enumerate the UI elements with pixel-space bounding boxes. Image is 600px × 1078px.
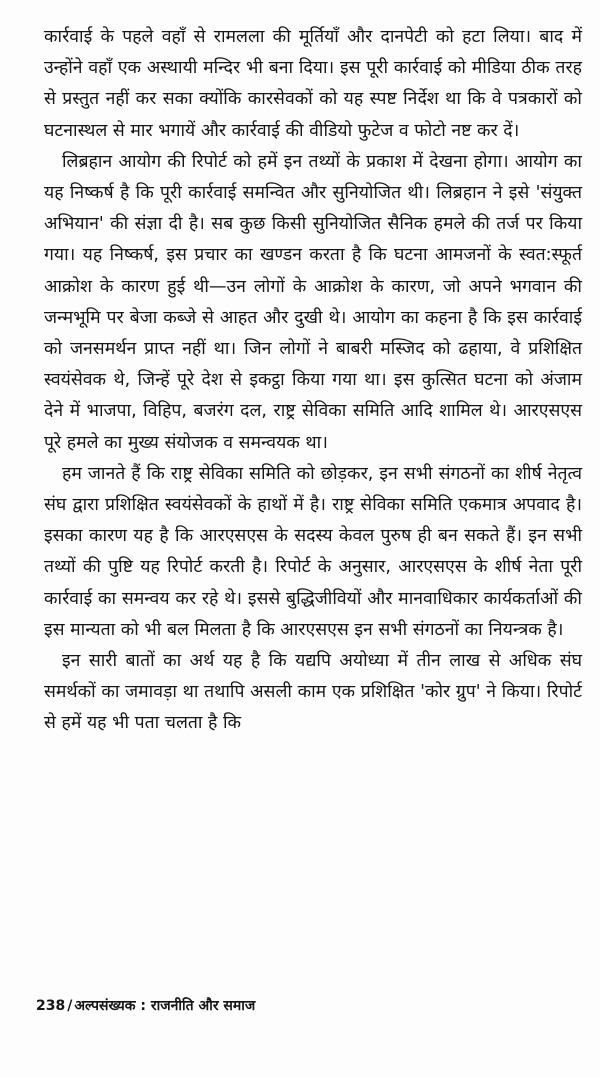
book-title: अल्पसंख्यक : राजनीति और समाज bbox=[74, 998, 256, 1014]
paragraph-continuation: कार्रवाई के पहले वहाँ से रामलला की मूर्तियाँ और दानपेटी को हटा लिया। बाद में उन्होंने वहाँ एक अस्थायी मन्दिर भी बना दिया। इस पूरी कार्रवाई को मीडिया ठीक तरह से प्रस्तुत नहीं कर सका क्योंकि कारसेवकों को यह स्पष्ट निर्देश था कि वे पत्रकारों को घटनास्थल से मार भगायें और कार्रवाई की वीडियो फुटेज व फोटो नष्ट कर दें। bbox=[44, 27, 582, 141]
paragraph-rss-leadership: हम जानते हैं कि राष्ट्र सेविका समिति को छोड़कर, इन सभी संगठनों का शीर्ष नेतृत्व संघ द्वारा प्रशिक्षित स्वयंसेवकों के हाथों में है। राष्ट्र सेविका समिति एकमात्र अपवाद है। इसका कारण यह है कि आरएसएस के सदस्य केवल पुरुष ही बन सकते हैं। इन सभी तथ्यों की पुष्टि यह रिपोर्ट करती है। रिपोर्ट के अनुसार, आरएसएस के शीर्ष नेता पूरी कार्रवाई का समन्वय कर रहे थे। इससे बुद्धिजीवियों और मानवाधिकार कार्यकर्ताओं की इस मान्यता को भी बल मिलता है कि आरएसएस इन सभी संगठनों का नियन्त्रक है। bbox=[44, 463, 582, 640]
paragraph-core-group: इन सारी बातों का अर्थ यह है कि यद्यपि अयोध्या में तीन लाख से अधिक संघ समर्थकों का जमावड़ा था तथापि असली काम एक प्रशिक्षित 'कोर ग्रुप' ने किया। रिपोर्ट से हमें यह भी पता चलता है कि bbox=[44, 651, 582, 734]
page-footer bbox=[36, 996, 255, 1015]
footer-separator: / bbox=[67, 998, 73, 1014]
page-number: 238 bbox=[36, 998, 66, 1014]
paragraph-liberhan-report: लिब्रहान आयोग की रिपोर्ट को हमें इन तथ्यों के प्रकाश में देखना होगा। आयोग का यह निष्कर्ष है कि पूरी कार्रवाई समन्वित और सुनियोजित थी। लिब्रहान ने इसे 'संयुक्त अभियान' की संज्ञा दी है। सब कुछ किसी सुनियोजित सैनिक हमले की तर्ज पर किया गया। यह निष्कर्ष, इस प्रचार का खण्डन करता है कि घटना आमजनों के स्वत:स्फूर्त आक्रोश के कारण हुई थी—उन लोगों के आक्रोश के कारण, जो अपने भगवान की जन्मभूमि पर बेजा कब्जे से आहत और दुखी थे। आयोग का कहना है कि इस कार्रवाई को जनसमर्थन प्राप्त नहीं था। जिन लोगों ने बाबरी मस्जिद को ढहाया, वे प्रशिक्षित स्वयंसेवक थे, जिन्हें पूरे देश से इकट्ठा किया गया था। इस कुत्सित घटना को अंजाम देने में भाजपा, विहिप, बजरंग दल, राष्ट्र सेविका समिति आदि शामिल थे। आरएसएस पूरे हमले का मुख्य संयोजक व समन्वयक था। bbox=[44, 151, 582, 453]
body-text bbox=[44, 22, 582, 740]
